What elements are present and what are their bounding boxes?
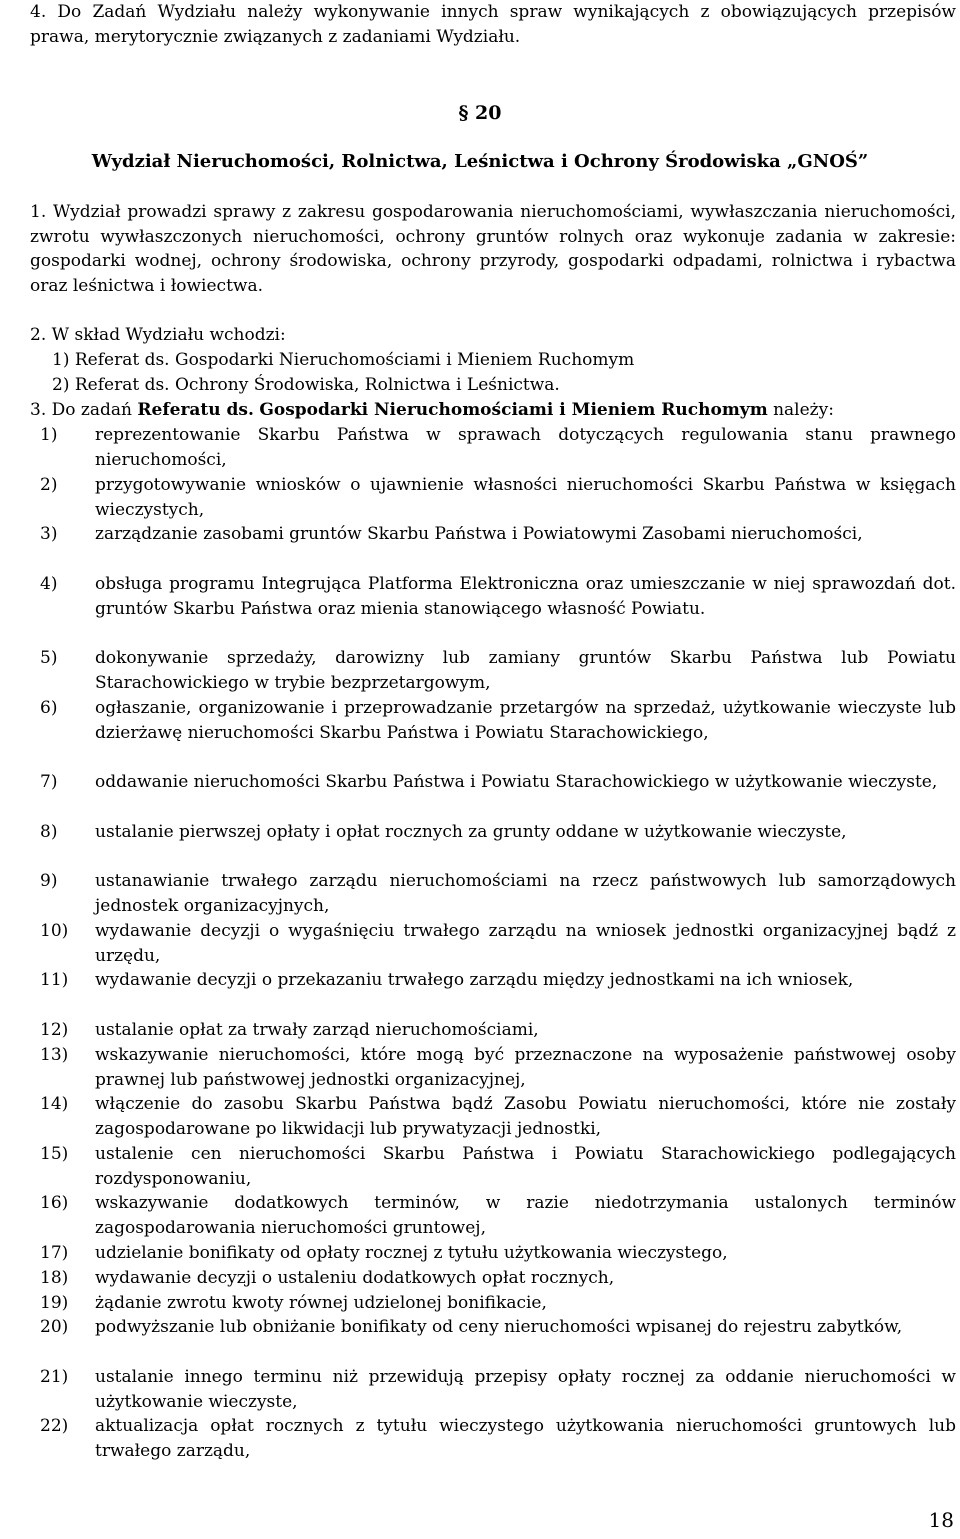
paragraph-1-number: 1. <box>30 202 47 222</box>
intro-item-number: 4. <box>30 2 47 22</box>
paragraph-2-text: W skład Wydziału wchodzi: <box>51 325 286 345</box>
section-symbol: § 20 <box>458 102 502 124</box>
document-page: 4. Do Zadań Wydziału należy wykonywanie innych spraw wynikających z obowiązujących przepisów prawa, merytorycznie związanych z zadaniami Wydziału. § 20 Wydział Nieruchomości, Rolnictwa, Leśnictwa i Ochrony Środowiska „GNOŚ” 1. Wydział prowadzi sprawy z zakresu gospodarowania nieruchomościami, wywłaszczania nieruchomości, zwrotu wywłaszczonych nieruchomości, ochrony gruntów rolnych oraz wykonuje zadania w zakresie: gospodarki wodnej, ochrony środowiska, ochrony przyrody, gospodarki odpadami, rolnictwa i rybactwa oraz leśnictwa i łowiectwa. 2. W skład Wydziału wchodzi: 1) Referat ds. Gospodarki Nieruchomościami i Mieniem Ruchomym 2) Referat ds. Ochrony Środowiska, Rolnictwa i Leśnictwa. 3. Do zadań Referatu ds. Gospodarki Nieruchomościami i Mieniem Ruchomym należy: 1) reprezentowanie Skarbu Państwa w sprawach dotyczących regulowania stanu prawnego nieruchomości, 2) przygotowywanie wniosków o ujawnienie własności nieruchomości Skarbu Państwa w księgach wieczystych, 3) zarządzanie zasobami gruntów Skarbu Państwa i Powiatowymi Zasobami nieruchomości, 4) obsługa programu Integrująca Platforma Elektroniczna oraz umieszczanie w niej sprawozdań dot. gruntów Skarbu Państwa oraz mienia stanowiącego własność Powiatu. 5) dokonywanie sprzedaży, darowizny lub zamiany gruntów Skarbu Państwa lub Powiatu Starachowickiego w trybie bezprzetargowym, 6) ogłaszanie, organizowanie i przeprowadzanie przetargów na sprzedaż, użytkowanie wieczyste lub dzierżawę nieruchomości Skarbu Państwa i Powiatu Starachowickiego, 7) oddawanie nieruchomości Skarbu Państwa i Powiatu Starachowickiego w użytkowanie wieczyste, 8) ustalanie pierwszej opłaty i opłat rocznych za grunty oddane w użytkowanie wieczyste, 9) ustanawianie trwałego zarządu nieruchomościami na rzecz państwowych lub samorządowych jednostek organizacyjnych, 10) wydawanie decyzji o wygaśnięciu trwałego zarządu na wniosek jednostki organizacyjnej bądź z urzędu, 11) wydawanie decyzji o przekazaniu trwałego zarządu między jednostkami na ich wniosek, 12) ustalanie opłat za trwały zarząd nieruchomościami, 13) wskazywanie nieruchomości, które mogą być przeznaczone na wyposażenie państwowej osoby prawnej lub państwowej jednostki organizacyjnej, 14) włączenie do zasobu Skarbu Państwa bądź Zasobu Powiatu nieruchomości, które nie zostały zagospodarowane po likwidacji lub prywatyzacji jednostki, 15) ustalenie cen nieruchomości Skarbu Państwa i Powiatu Starachowickiego podlegających rozdysponowaniu, 16) wskazywanie dodatkowych terminów, w razie niedotrzymania ustalonych terminów zagospodarowania nieruchomości gruntowej, 17) udzielanie bonifikaty od opłaty rocznej z tytułu użytkowania wieczystego, 18) wydawanie decyzji o ustaleniu dodatkowych opłat rocznych, 19) żądanie zwrotu kwoty równej udzielonej bonifikacie, 20) podwyższanie lub obniżanie bonifikaty od ceny nieruchomości wpisanej do rejestru zabytków, 21) ustalanie innego terminu niż przewidują przepisy opłaty rocznej za oddanie nieruchomości w użytkowanie wieczyste, 22) aktualizacja opłat rocznych z tytułu wieczystego użytkowania nieruchomości gruntowych lub trwałego zarządu, 18 <box>0 0 960 1539</box>
list-item: 1) Referat ds. Gospodarki Nieruchomościami i Mieniem Ruchomym <box>52 350 635 370</box>
intro-item-text: Do Zadań Wydziału należy wykonywanie innych spraw wynikających z obowiązujących przepisów prawa, merytorycznie związanych z zadaniami Wydziału. <box>30 2 956 47</box>
paragraph-1-text: Wydział prowadzi sprawy z zakresu gospodarowania nieruchomościami, wywłaszczania nieruchomości, zwrotu wywłaszczonych nieruchomości, ochrony gruntów rolnych oraz wykonuje zadania w zakresie: gospodarki wodnej, ochrony środowiska, ochrony przyrody, gospodarki odpadami, rolnictwa i rybactwa oraz leśnictwa i łowiectwa. <box>30 202 956 297</box>
section-title: Wydział Nieruchomości, Rolnictwa, Leśnictwa i Ochrony Środowiska „GNOŚ” <box>91 151 869 172</box>
paragraph-1 <box>30 200 956 299</box>
paragraph-3: 3. Do zadań Referatu ds. Gospodarki Nieruchomościami i Mieniem Ruchomym należy: <box>30 400 834 420</box>
paragraph-3-number: 3. <box>30 400 47 420</box>
list-item: 2) Referat ds. Ochrony Środowiska, Rolnictwa i Leśnictwa. <box>52 375 560 395</box>
intro-item <box>30 0 956 49</box>
page-number: 18 <box>928 1508 954 1532</box>
paragraph-2-number: 2. <box>30 325 47 345</box>
paragraph-2 <box>30 323 956 348</box>
